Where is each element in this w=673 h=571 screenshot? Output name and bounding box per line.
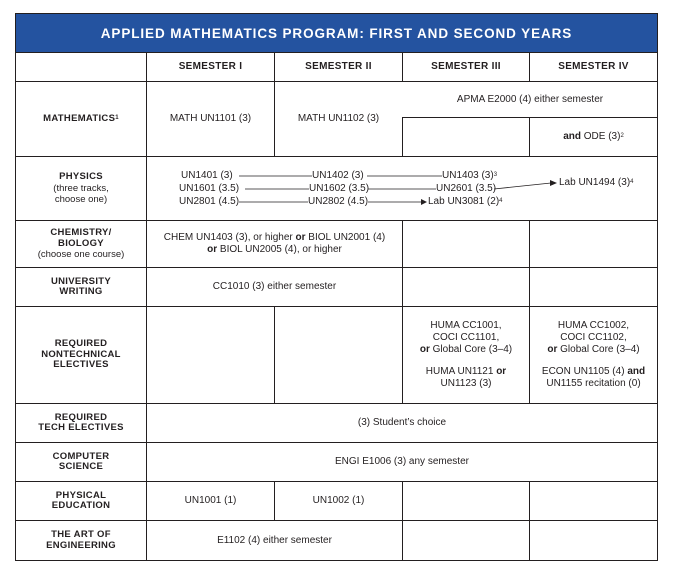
track-line	[494, 183, 551, 189]
cell-writing-sem12: CC1010 (3) either semester	[212, 281, 337, 292]
footnote-marker: 4	[630, 179, 634, 185]
footnote-marker: 4	[499, 198, 503, 204]
row-label-text: PHYSICS	[59, 171, 103, 183]
row-label-text: MATHEMATICS	[43, 112, 116, 124]
physics-sem2-track3: UN2802 (4.5)	[308, 196, 369, 207]
column-header-semester-2: SEMESTER II	[305, 61, 372, 72]
row-label-text: EDUCATION	[51, 500, 111, 511]
physics-sem4-lab: Lab UN1494 $(3)^4$	[559, 177, 634, 188]
row-label-text: NONTECHNICAL	[41, 348, 121, 360]
row-label-art-of-engineering	[16, 521, 146, 560]
physics-sem3-track1: UN1403 $(3)^3$	[442, 170, 498, 181]
column-header-semester-1: SEMESTER I	[178, 61, 243, 72]
column-header-semester-4: SEMESTER IV	[558, 61, 629, 72]
col-divider	[529, 481, 530, 560]
row-label-chemistry-biology	[16, 221, 146, 267]
row-label-physics	[16, 157, 146, 220]
physics-sem3-track3: Lab UN3081 $(2)^4$	[428, 196, 503, 207]
row-label-text: COMPUTER	[52, 450, 110, 462]
cell-pe-sem1: UN1001 (1)	[184, 495, 237, 506]
row-label-text: REQUIRED	[54, 411, 108, 423]
physics-sem2-track1: UN1402 (3)	[312, 170, 364, 181]
physics-sem1-track3: UN2801 (4.5)	[179, 196, 240, 207]
row-label-text: THE ART OF	[51, 529, 111, 540]
col-divider	[274, 306, 275, 403]
cell-chem-sem12: CHEM UN1403 (3), or higher or BIOL UN2001 (4) or BIOL UN2005 (4), or higher	[163, 232, 386, 255]
arrowhead-icon	[421, 199, 427, 205]
cell-math-sem4	[530, 118, 657, 156]
row-label-text: SCIENCE	[58, 461, 104, 472]
row-label-subtext: choose one)	[54, 193, 108, 205]
cell-math-sem2: MATH UN1102 (3)	[297, 113, 380, 124]
col-divider	[402, 117, 403, 156]
row-label-physical-education	[16, 482, 146, 520]
row-label-subtext: (three tracks,	[53, 182, 109, 194]
cell-math-sem1: MATH UN1101 (3)	[169, 113, 252, 124]
physics-sem1-track1: UN1401 (3)	[181, 170, 233, 181]
row-label-text: TECH ELECTIVES	[38, 422, 124, 433]
row-label-text: UNIVERSITY	[50, 275, 111, 287]
row-label-mathematics	[16, 82, 146, 156]
row-label-subtext: (choose one course)	[37, 249, 125, 260]
row-label-university-writing	[16, 268, 146, 306]
row-label-text: ENGINEERING	[46, 539, 116, 551]
keyword-and: and	[563, 131, 581, 142]
row-label-text: CHEMISTRY/	[50, 227, 112, 238]
footnote-marker: 1	[115, 114, 119, 121]
cell-art-sem12: E1102 (4) either semester	[217, 534, 332, 546]
row-label-computer-science	[16, 443, 146, 481]
row-label-text: WRITING	[59, 286, 103, 297]
column-header-semester-3: SEMESTER III	[431, 61, 501, 72]
row-label-text: REQUIRED	[54, 338, 108, 350]
physics-sem3-track2: UN2601 (3.5)	[436, 183, 497, 194]
row-label-text: BIOLOGY	[58, 237, 104, 249]
table-title: APPLIED MATHEMATICS PROGRAM: FIRST AND SECOND YEARS	[16, 14, 657, 52]
cell-techelec-all: (3) Student’s choice	[357, 417, 447, 428]
row-label-nontechnical-electives	[16, 307, 146, 403]
cell-math-sem34: APMA E2000 (4) either semester	[456, 93, 604, 105]
ode-course: ODE (3)	[580, 131, 621, 142]
row-label-text: PHYSICAL	[55, 489, 107, 501]
cell-cs-all: ENGI E1006 (3) any semester	[335, 456, 469, 467]
col-divider	[402, 481, 403, 560]
row-label-tech-electives	[16, 404, 146, 442]
arrowhead-icon	[550, 180, 557, 186]
footnote-marker: 2	[620, 133, 624, 139]
program-table	[15, 13, 658, 561]
cell-nontech-sem4: HUMA CC1002, COCI CC1102, or Global Core (3–4) ECON UN1105 (4) and UN1155 recitation (0)	[541, 320, 646, 389]
physics-sem1-track2: UN1601 (3.5)	[179, 183, 240, 194]
row-label-text: ELECTIVES	[53, 359, 109, 371]
cell-pe-sem2: UN1002 (1)	[312, 495, 365, 506]
cell-nontech-sem3: HUMA CC1001, COCI CC1101, or Global Core (3–4) HUMA UN1121 or UN1123 (3)	[419, 320, 513, 389]
footnote-marker: 3	[493, 172, 498, 178]
physics-sem2-track2: UN1602 (3.5)	[309, 183, 370, 194]
